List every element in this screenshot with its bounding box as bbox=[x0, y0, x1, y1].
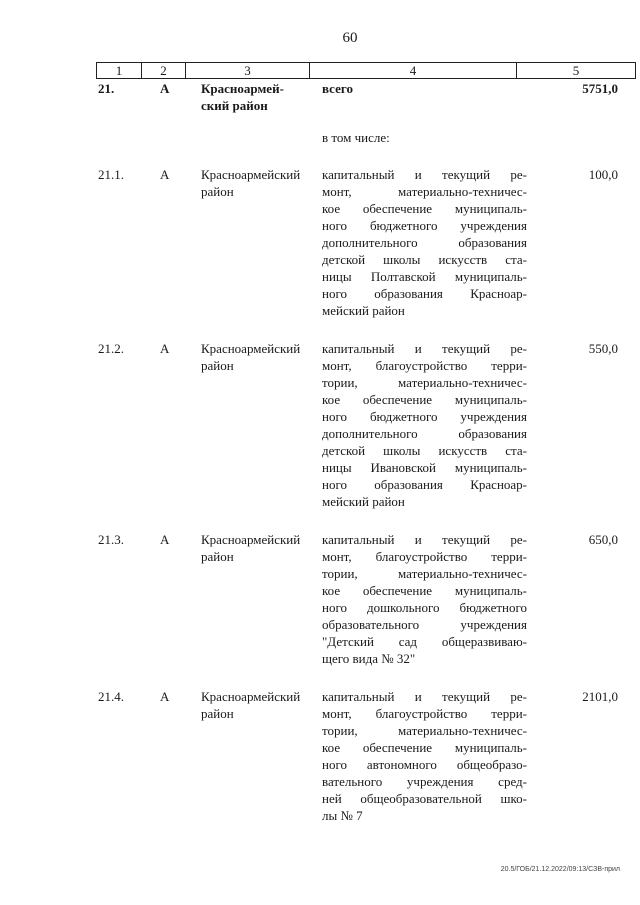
row-code: А bbox=[160, 341, 170, 356]
row-description-line: капитальный и текущий ре- bbox=[322, 689, 527, 704]
row-description-line: ного автономного общеобразо- bbox=[322, 757, 527, 772]
row-description-line: мейский район bbox=[322, 494, 405, 509]
row-code: А bbox=[160, 689, 170, 704]
row-description-line: ного дошкольного бюджетного bbox=[322, 600, 527, 615]
row-description-line: капитальный и текущий ре- bbox=[322, 532, 527, 547]
summary-district-line: ский район bbox=[201, 98, 268, 113]
row-code: А bbox=[160, 532, 170, 547]
row-district-line: Красноармейский bbox=[201, 341, 301, 356]
including-label: в том числе: bbox=[322, 130, 390, 145]
row-description-line: ней общеобразовательной шко- bbox=[322, 791, 527, 806]
summary-number: 21. bbox=[98, 81, 115, 96]
row-description-line: "Детский сад общеразвиваю- bbox=[322, 634, 527, 649]
header-col-1: 1 bbox=[97, 63, 142, 78]
row-amount: 650,0 bbox=[588, 532, 618, 547]
table-header-row bbox=[96, 62, 636, 79]
row-district-line: район bbox=[201, 549, 234, 564]
row-district-line: район bbox=[201, 358, 234, 373]
row-number: 21.2. bbox=[98, 341, 124, 356]
row-description-line: дополнительного образования bbox=[322, 426, 527, 441]
row-description-line: ницы Полтавской муниципаль- bbox=[322, 269, 527, 284]
row-amount: 2101,0 bbox=[582, 689, 618, 704]
row-description-line: монт, материально-техничес- bbox=[322, 184, 527, 199]
row-description bbox=[322, 166, 527, 319]
row-description-line: тории, материально-техничес- bbox=[322, 375, 527, 390]
row-description bbox=[322, 531, 527, 667]
header-col-4: 4 bbox=[310, 63, 517, 78]
row-district bbox=[201, 688, 321, 722]
row-description-line: тории, материально-техничес- bbox=[322, 566, 527, 581]
row-description-line: монт, благоустройство терри- bbox=[322, 358, 527, 373]
row-description-line: ного бюджетного учреждения bbox=[322, 218, 527, 233]
row-district bbox=[201, 531, 321, 565]
row-description-line: ного бюджетного учреждения bbox=[322, 409, 527, 424]
header-col-3: 3 bbox=[186, 63, 310, 78]
row-number: 21.3. bbox=[98, 532, 124, 547]
header-col-2: 2 bbox=[142, 63, 186, 78]
row-amount: 550,0 bbox=[588, 341, 618, 356]
summary-description: всего bbox=[322, 81, 353, 96]
row-description-line: ного образования Красноар- bbox=[322, 477, 527, 492]
row-description bbox=[322, 688, 527, 824]
row-description-line: монт, благоустройство терри- bbox=[322, 706, 527, 721]
row-description-line: детской школы искусств ста- bbox=[322, 252, 527, 267]
row-description-line: ного образования Красноар- bbox=[322, 286, 527, 301]
row-district bbox=[201, 340, 321, 374]
row-description-line: ницы Ивановской муниципаль- bbox=[322, 460, 527, 475]
row-description-line: лы № 7 bbox=[322, 808, 363, 823]
row-description-line: монт, благоустройство терри- bbox=[322, 549, 527, 564]
footer-document-code: 20.5/ГОБ/21.12.2022/09:13/СЗВ-прил bbox=[500, 866, 620, 873]
summary-amount: 5751,0 bbox=[582, 81, 618, 96]
row-description-line: дополнительного образования bbox=[322, 235, 527, 250]
row-description-line: мейский район bbox=[322, 303, 405, 318]
row-description-line: щего вида № 32" bbox=[322, 651, 416, 666]
row-district-line: район bbox=[201, 706, 234, 721]
summary-district bbox=[201, 80, 321, 114]
row-district-line: Красноармейский bbox=[201, 532, 301, 547]
row-number: 21.1. bbox=[98, 167, 124, 182]
row-description-line: кое обеспечение муниципаль- bbox=[322, 583, 527, 598]
row-description-line: детской школы искусств ста- bbox=[322, 443, 527, 458]
page-number: 60 bbox=[342, 30, 358, 46]
row-description-line: капитальный и текущий ре- bbox=[322, 341, 527, 356]
row-description-line: тории, материально-техничес- bbox=[322, 723, 527, 738]
row-description-line: вательного учреждения сред- bbox=[322, 774, 527, 789]
row-description-line: капитальный и текущий ре- bbox=[322, 167, 527, 182]
header-col-5: 5 bbox=[572, 63, 580, 78]
row-district bbox=[201, 166, 321, 200]
row-district-line: район bbox=[201, 184, 234, 199]
row-district-line: Красноармейский bbox=[201, 689, 301, 704]
row-number: 21.4. bbox=[98, 689, 124, 704]
summary-district-line: Красноармей- bbox=[201, 81, 284, 96]
row-description bbox=[322, 340, 527, 510]
row-description-line: кое обеспечение муниципаль- bbox=[322, 740, 527, 755]
row-amount: 100,0 bbox=[588, 167, 618, 182]
row-description-line: образовательного учреждения bbox=[322, 617, 527, 632]
row-district-line: Красноармейский bbox=[201, 167, 301, 182]
row-description-line: кое обеспечение муниципаль- bbox=[322, 392, 527, 407]
row-code: А bbox=[160, 167, 170, 182]
row-description-line: кое обеспечение муниципаль- bbox=[322, 201, 527, 216]
summary-code: А bbox=[160, 81, 170, 96]
